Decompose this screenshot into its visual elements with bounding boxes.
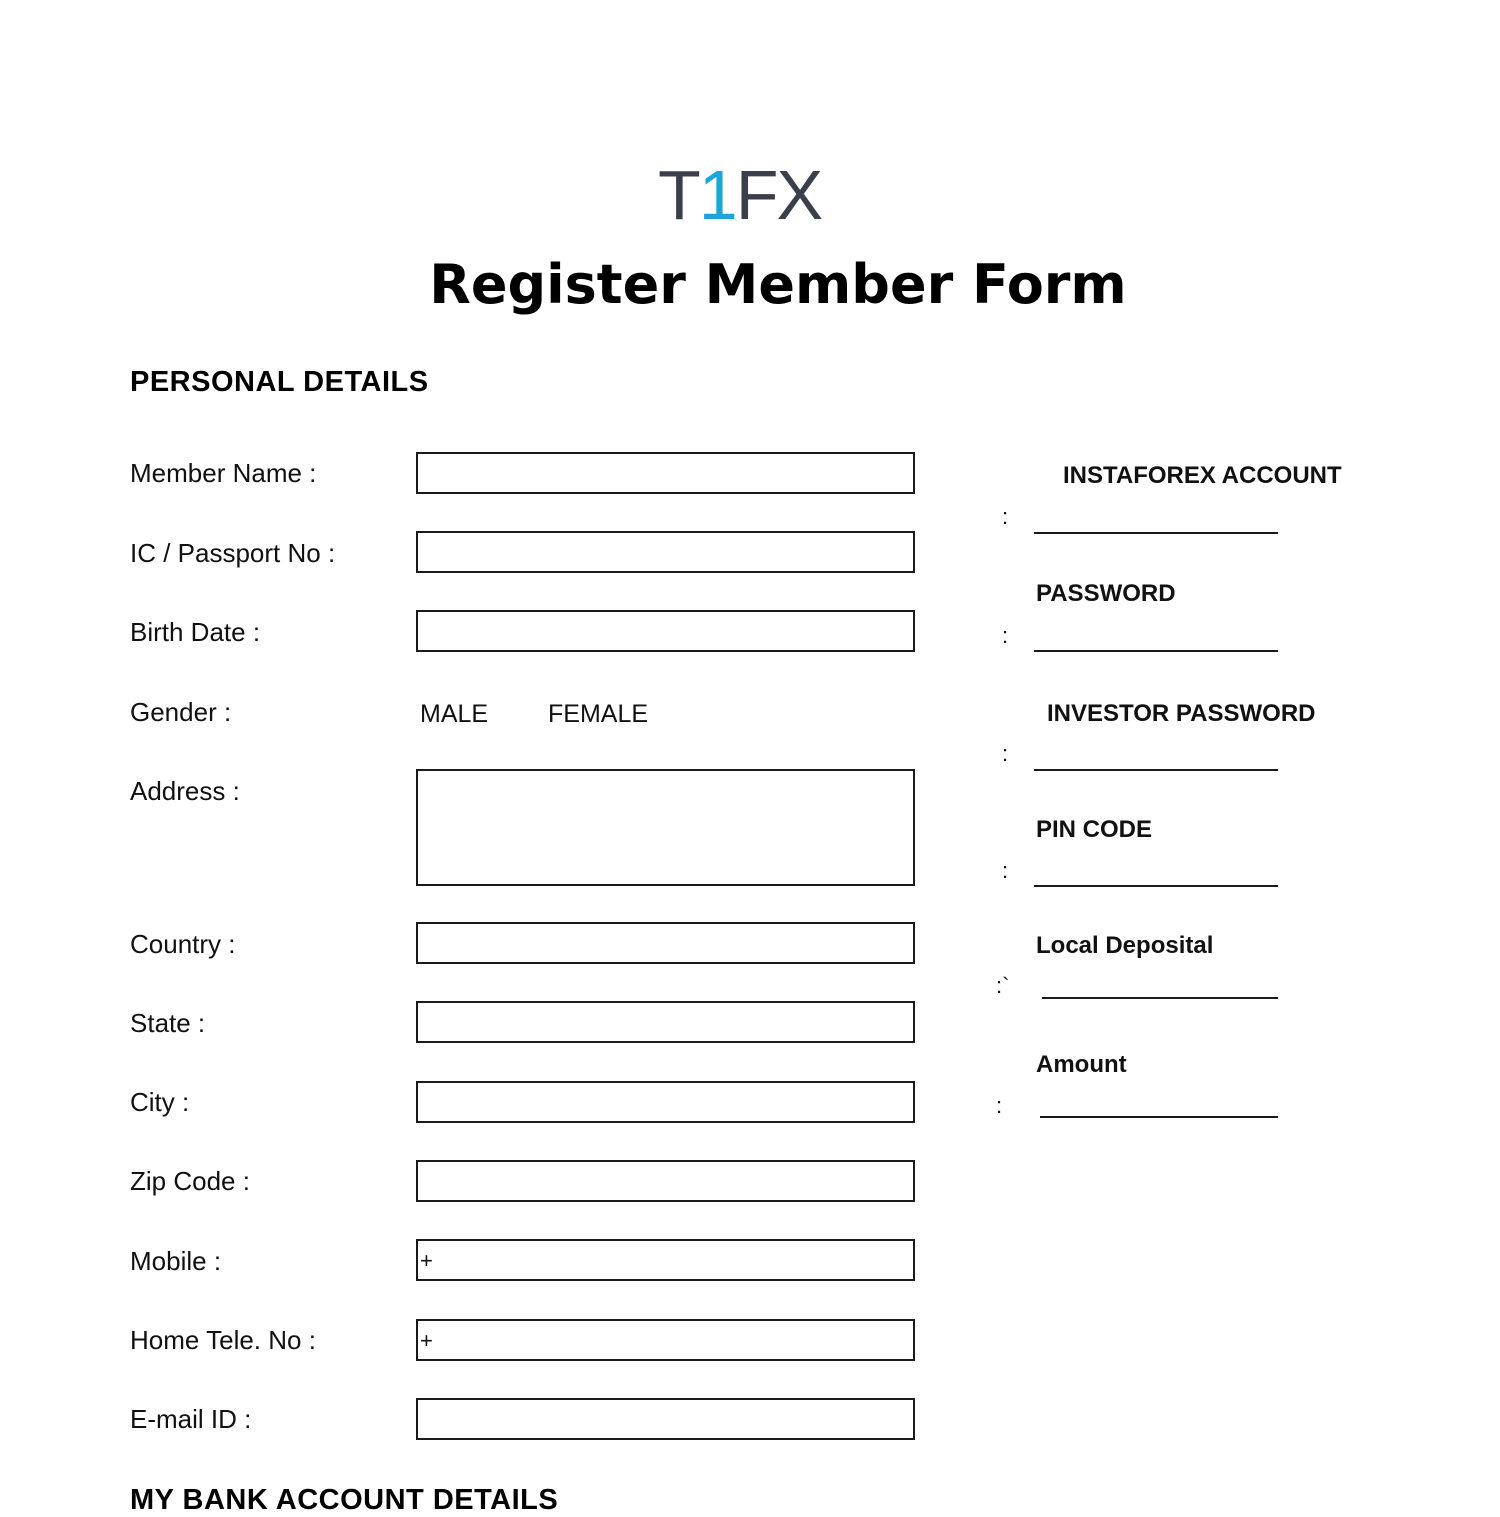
ic-passport-label: IC / Passport No :: [130, 538, 336, 568]
email-field[interactable]: [416, 1398, 915, 1440]
zip-code-field[interactable]: [416, 1160, 915, 1202]
amount-colon: :: [996, 1093, 1003, 1118]
zip-code-label: Zip Code :: [130, 1166, 250, 1196]
address-label: Address :: [130, 776, 240, 806]
state-label: State :: [130, 1008, 206, 1038]
mobile-field[interactable]: +: [416, 1239, 915, 1281]
investor-password-label: INVESTOR PASSWORD: [1047, 700, 1316, 727]
member-name-field[interactable]: [416, 452, 915, 494]
logo-text-left: T: [658, 156, 699, 234]
personal-details-heading: PERSONAL DETAILS: [130, 366, 429, 398]
logo-text-right: FX: [735, 156, 822, 234]
local-deposital-colon: :`: [996, 973, 1010, 998]
birth-date-field[interactable]: [416, 610, 915, 652]
logo-text-accent: 1: [698, 156, 736, 234]
pin-code-label: PIN CODE: [1036, 816, 1153, 843]
t1fx-logo: [658, 156, 822, 234]
instaforex-account-colon: :: [1002, 504, 1009, 529]
address-field[interactable]: [416, 769, 915, 886]
password-line[interactable]: [1034, 650, 1278, 652]
amount-label: Amount: [1036, 1051, 1127, 1078]
city-label: City :: [130, 1087, 190, 1117]
pin-code-colon: :: [1002, 858, 1009, 883]
instaforex-account-label: INSTAFOREX ACCOUNT: [1063, 462, 1342, 489]
pin-code-line[interactable]: [1034, 885, 1278, 887]
local-deposital-line[interactable]: [1042, 997, 1278, 999]
email-label: E-mail ID :: [130, 1404, 252, 1434]
local-deposital-label: Local Deposital: [1036, 932, 1214, 959]
gender-option-male[interactable]: MALE: [420, 700, 489, 728]
amount-line[interactable]: [1040, 1116, 1278, 1118]
bank-details-heading: MY BANK ACCOUNT DETAILS: [130, 1484, 559, 1516]
country-label: Country :: [130, 929, 236, 959]
home-tel-field[interactable]: +: [416, 1319, 915, 1361]
gender-label: Gender :: [130, 697, 232, 727]
home-tel-label: Home Tele. No :: [130, 1325, 316, 1355]
birth-date-label: Birth Date :: [130, 617, 261, 647]
mobile-label: Mobile :: [130, 1246, 222, 1276]
investor-password-colon: :: [1002, 741, 1009, 766]
gender-option-female[interactable]: FEMALE: [548, 700, 649, 728]
state-field[interactable]: [416, 1001, 915, 1043]
city-field[interactable]: [416, 1081, 915, 1123]
ic-passport-field[interactable]: [416, 531, 915, 573]
password-colon: :: [1002, 623, 1009, 648]
investor-password-line[interactable]: [1034, 769, 1278, 771]
page-title: Register Member Form: [429, 253, 1127, 316]
member-name-label: Member Name :: [130, 458, 317, 488]
instaforex-account-line[interactable]: [1034, 532, 1278, 534]
password-label: PASSWORD: [1036, 580, 1176, 607]
country-field[interactable]: [416, 922, 915, 964]
